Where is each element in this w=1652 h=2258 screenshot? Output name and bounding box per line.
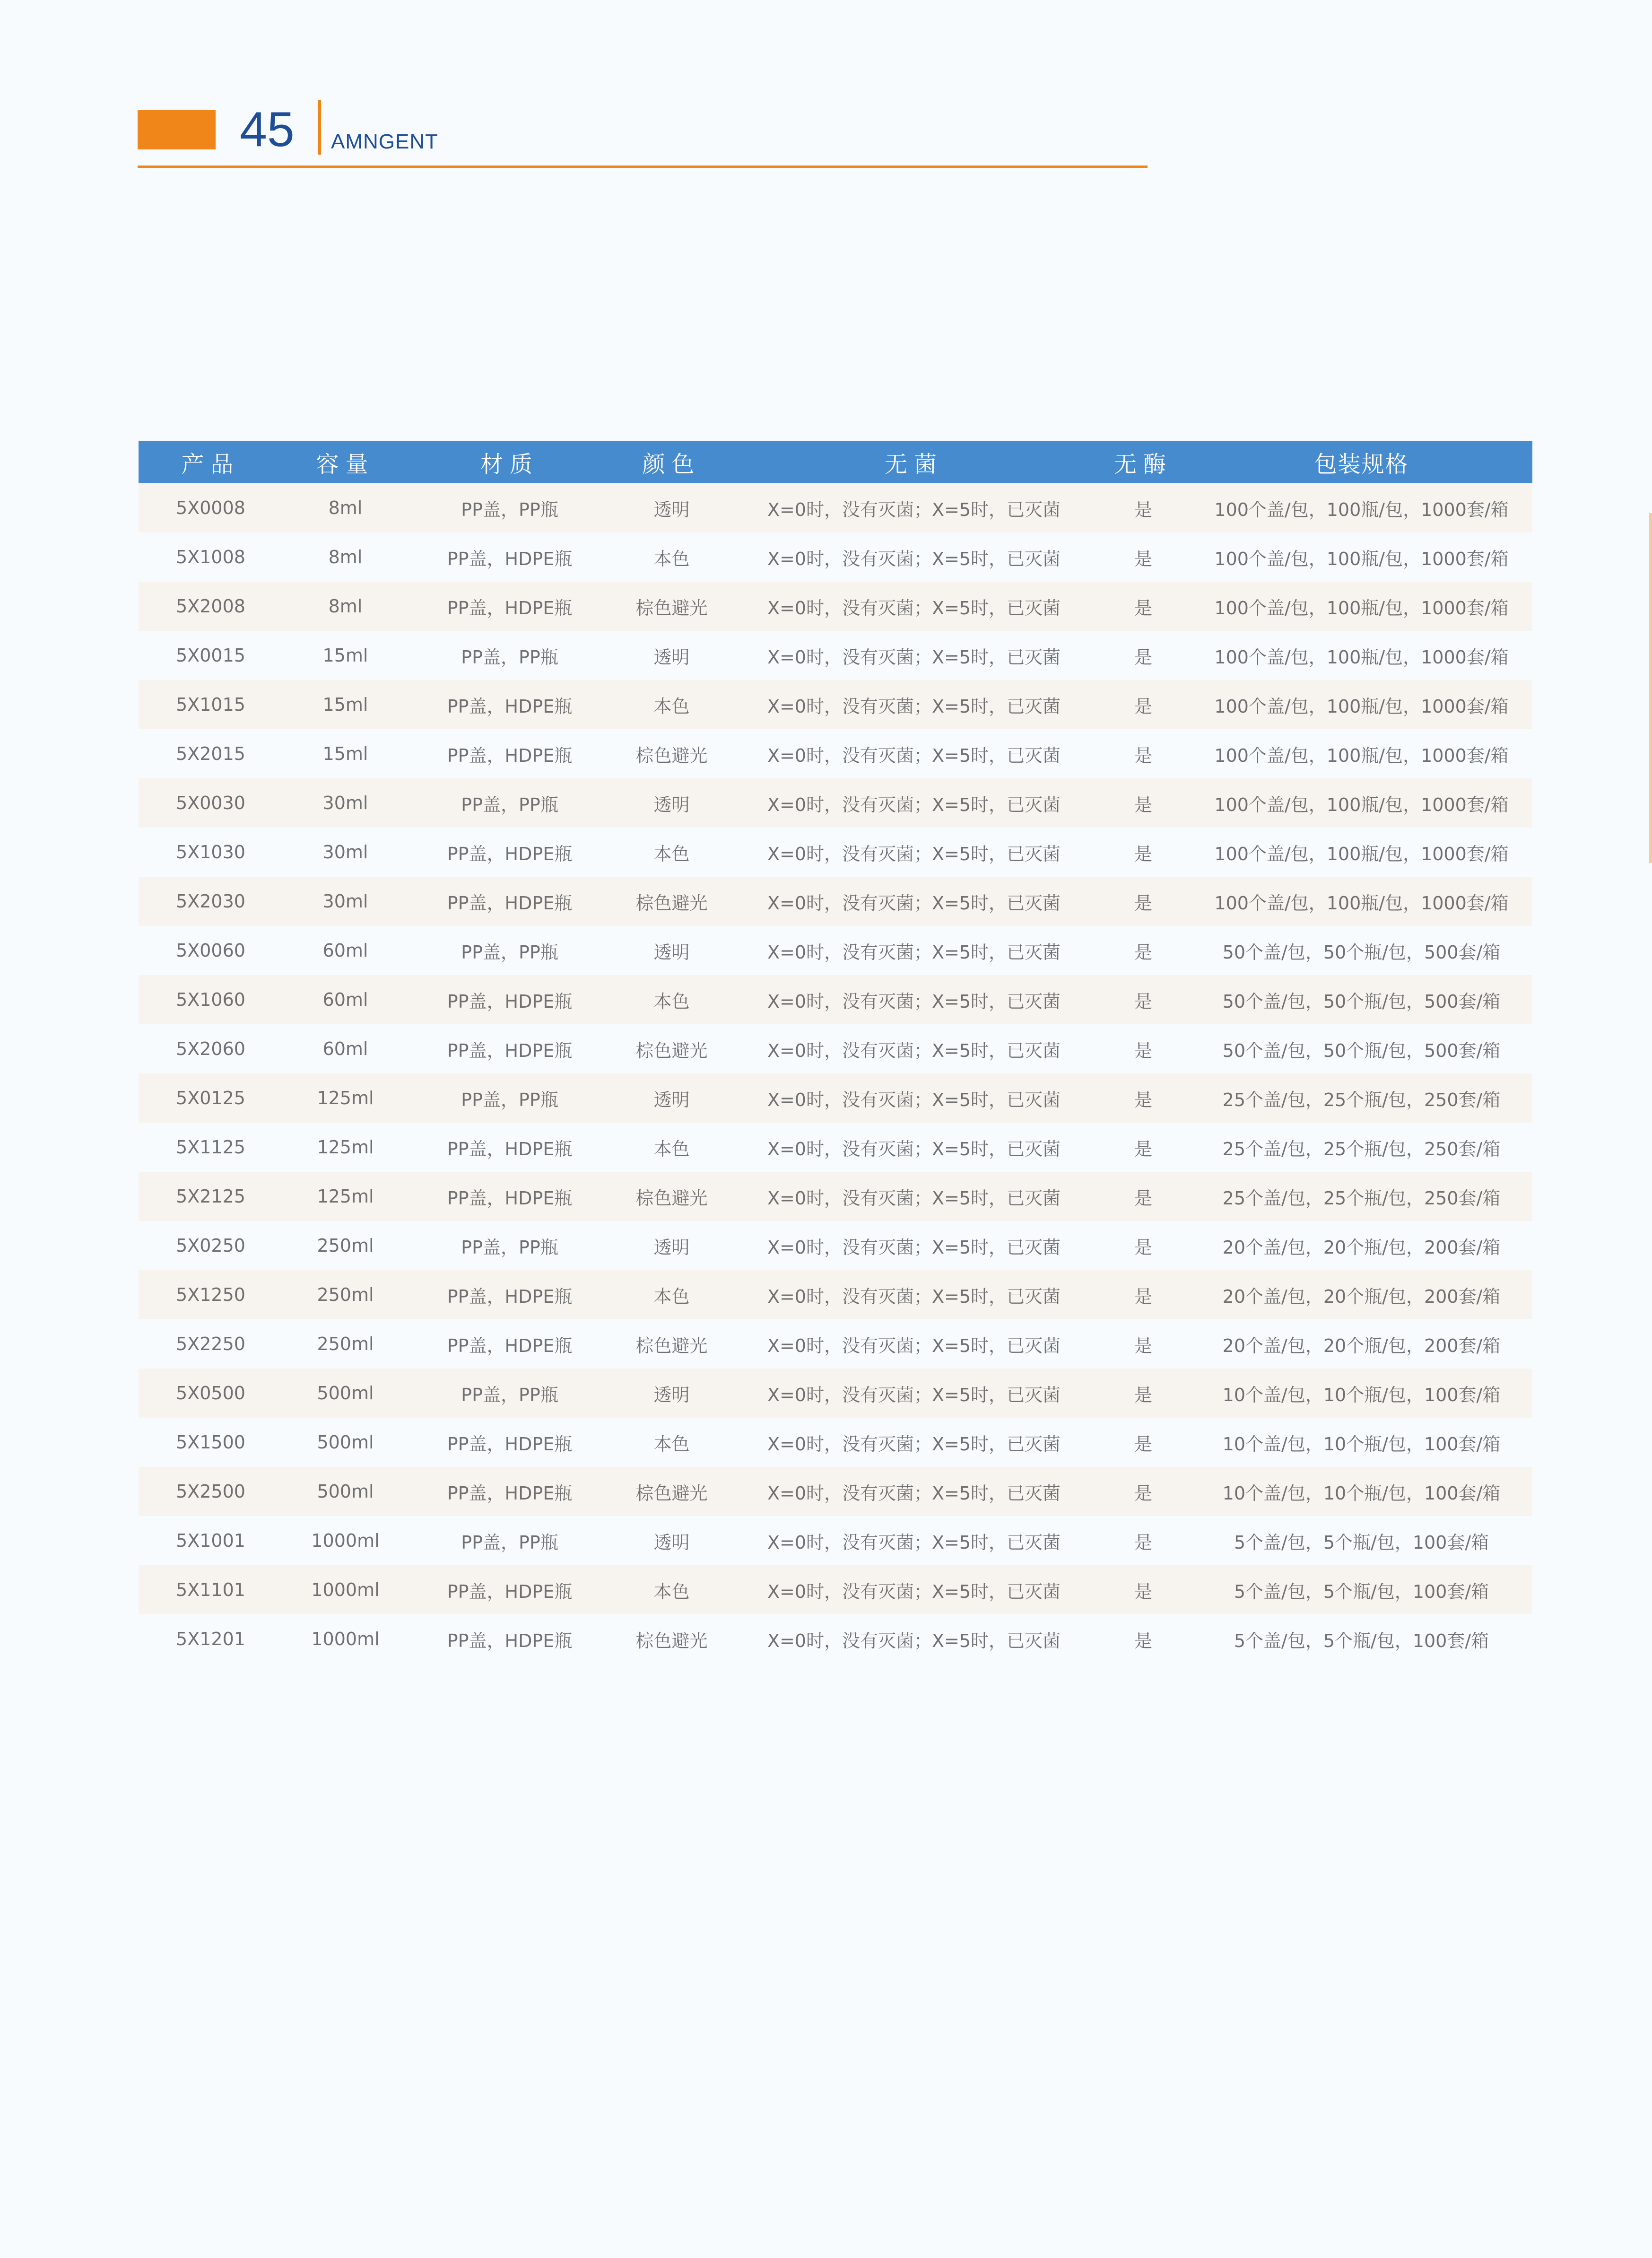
cell-color: 本色 <box>611 975 732 1024</box>
cell-rnase-free: 是 <box>1096 828 1191 877</box>
cell-product: 5X1001 <box>139 1516 283 1565</box>
cell-capacity: 125ml <box>283 1073 408 1123</box>
cell-sterile: X=0时，没有灭菌；X=5时，已灭菌 <box>732 1319 1096 1369</box>
cell-material: PP盖，PP瓶 <box>408 483 611 532</box>
cell-product: 5X0125 <box>139 1073 283 1123</box>
cell-product: 5X0008 <box>139 483 283 532</box>
cell-material: PP盖，HDPE瓶 <box>408 729 611 778</box>
cell-packaging: 100个盖/包，100瓶/包，1000套/箱 <box>1191 680 1532 729</box>
table-row <box>139 532 1532 582</box>
table-row <box>139 1319 1532 1369</box>
table-row <box>139 1123 1532 1172</box>
table-row <box>139 1270 1532 1319</box>
cell-capacity: 60ml <box>283 1024 408 1073</box>
cell-packaging: 25个盖/包，25个瓶/包，250套/箱 <box>1191 1123 1532 1172</box>
cell-capacity: 60ml <box>283 975 408 1024</box>
cell-color: 本色 <box>611 680 732 729</box>
cell-packaging: 50个盖/包，50个瓶/包，500套/箱 <box>1191 975 1532 1024</box>
cell-capacity: 1000ml <box>283 1614 408 1664</box>
cell-rnase-free: 是 <box>1096 1614 1191 1664</box>
cell-color: 透明 <box>611 483 732 532</box>
table-row <box>139 1073 1532 1123</box>
cell-packaging: 100个盖/包，100瓶/包，1000套/箱 <box>1191 532 1532 582</box>
cell-product: 5X1030 <box>139 828 283 877</box>
header-rnase-free: 无酶 <box>1096 441 1191 483</box>
cell-packaging: 100个盖/包，100瓶/包，1000套/箱 <box>1191 631 1532 680</box>
cell-product: 5X0015 <box>139 631 283 680</box>
cell-color: 本色 <box>611 828 732 877</box>
cell-color: 本色 <box>611 1418 732 1467</box>
cell-product: 5X2008 <box>139 582 283 631</box>
cell-capacity: 125ml <box>283 1172 408 1221</box>
cell-product: 5X2060 <box>139 1024 283 1073</box>
cell-rnase-free: 是 <box>1096 778 1191 828</box>
cell-packaging: 100个盖/包，100瓶/包，1000套/箱 <box>1191 582 1532 631</box>
table-row <box>139 1614 1532 1664</box>
cell-material: PP盖，PP瓶 <box>408 631 611 680</box>
cell-packaging: 100个盖/包，100瓶/包，1000套/箱 <box>1191 729 1532 778</box>
cell-material: PP盖，HDPE瓶 <box>408 1418 611 1467</box>
table-row <box>139 1369 1532 1418</box>
cell-rnase-free: 是 <box>1096 483 1191 532</box>
cell-capacity: 500ml <box>283 1418 408 1467</box>
cell-rnase-free: 是 <box>1096 1024 1191 1073</box>
cell-packaging: 20个盖/包，20个瓶/包，200套/箱 <box>1191 1221 1532 1270</box>
cell-capacity: 30ml <box>283 877 408 926</box>
cell-rnase-free: 是 <box>1096 729 1191 778</box>
brand-name: AMNGENT <box>331 130 438 153</box>
cell-material: PP盖，HDPE瓶 <box>408 877 611 926</box>
cell-material: PP盖，HDPE瓶 <box>408 582 611 631</box>
cell-product: 5X0060 <box>139 926 283 975</box>
cell-sterile: X=0时，没有灭菌；X=5时，已灭菌 <box>732 1123 1096 1172</box>
cell-sterile: X=0时，没有灭菌；X=5时，已灭菌 <box>732 729 1096 778</box>
cell-capacity: 500ml <box>283 1369 408 1418</box>
table-row <box>139 1418 1532 1467</box>
table-row <box>139 1565 1532 1614</box>
cell-rnase-free: 是 <box>1096 1073 1191 1123</box>
cell-sterile: X=0时，没有灭菌；X=5时，已灭菌 <box>732 828 1096 877</box>
cell-color: 透明 <box>611 778 732 828</box>
table-row <box>139 1221 1532 1270</box>
table-header-row <box>139 441 1532 483</box>
cell-capacity: 30ml <box>283 778 408 828</box>
cell-material: PP盖，HDPE瓶 <box>408 828 611 877</box>
cell-sterile: X=0时，没有灭菌；X=5时，已灭菌 <box>732 582 1096 631</box>
cell-rnase-free: 是 <box>1096 1172 1191 1221</box>
table-row <box>139 828 1532 877</box>
cell-color: 棕色避光 <box>611 729 732 778</box>
cell-product: 5X2125 <box>139 1172 283 1221</box>
cell-color: 透明 <box>611 1516 732 1565</box>
cell-packaging: 5个盖/包，5个瓶/包，100套/箱 <box>1191 1516 1532 1565</box>
cell-material: PP盖，HDPE瓶 <box>408 1565 611 1614</box>
cell-rnase-free: 是 <box>1096 1270 1191 1319</box>
header-divider <box>318 100 321 155</box>
cell-material: PP盖，PP瓶 <box>408 1221 611 1270</box>
cell-packaging: 10个盖/包，10个瓶/包，100套/箱 <box>1191 1369 1532 1418</box>
cell-material: PP盖，PP瓶 <box>408 1369 611 1418</box>
cell-packaging: 100个盖/包，100瓶/包，1000套/箱 <box>1191 483 1532 532</box>
header-capacity: 容量 <box>283 441 408 483</box>
cell-packaging: 20个盖/包，20个瓶/包，200套/箱 <box>1191 1270 1532 1319</box>
header-product: 产品 <box>139 441 283 483</box>
cell-packaging: 25个盖/包，25个瓶/包，250套/箱 <box>1191 1073 1532 1123</box>
cell-rnase-free: 是 <box>1096 680 1191 729</box>
cell-sterile: X=0时，没有灭菌；X=5时，已灭菌 <box>732 1270 1096 1319</box>
cell-color: 透明 <box>611 1369 732 1418</box>
cell-material: PP盖，PP瓶 <box>408 778 611 828</box>
cell-color: 棕色避光 <box>611 1024 732 1073</box>
cell-capacity: 15ml <box>283 631 408 680</box>
cell-sterile: X=0时，没有灭菌；X=5时，已灭菌 <box>732 1172 1096 1221</box>
cell-rnase-free: 是 <box>1096 532 1191 582</box>
cell-product: 5X1250 <box>139 1270 283 1319</box>
cell-capacity: 250ml <box>283 1270 408 1319</box>
cell-packaging: 25个盖/包，25个瓶/包，250套/箱 <box>1191 1172 1532 1221</box>
page-edge-mark <box>1649 513 1652 863</box>
cell-product: 5X1015 <box>139 680 283 729</box>
cell-color: 透明 <box>611 631 732 680</box>
cell-color: 透明 <box>611 926 732 975</box>
cell-capacity: 8ml <box>283 582 408 631</box>
cell-packaging: 10个盖/包，10个瓶/包，100套/箱 <box>1191 1418 1532 1467</box>
table-row <box>139 1516 1532 1565</box>
cell-rnase-free: 是 <box>1096 877 1191 926</box>
table-row <box>139 1024 1532 1073</box>
cell-sterile: X=0时，没有灭菌；X=5时，已灭菌 <box>732 1516 1096 1565</box>
cell-rnase-free: 是 <box>1096 631 1191 680</box>
table-row <box>139 1172 1532 1221</box>
cell-rnase-free: 是 <box>1096 1123 1191 1172</box>
header-rule <box>138 166 1148 168</box>
cell-packaging: 10个盖/包，10个瓶/包，100套/箱 <box>1191 1467 1532 1516</box>
cell-material: PP盖，HDPE瓶 <box>408 1467 611 1516</box>
table-row <box>139 1467 1532 1516</box>
cell-sterile: X=0时，没有灭菌；X=5时，已灭菌 <box>732 778 1096 828</box>
cell-sterile: X=0时，没有灭菌；X=5时，已灭菌 <box>732 1221 1096 1270</box>
cell-capacity: 1000ml <box>283 1565 408 1614</box>
cell-color: 本色 <box>611 532 732 582</box>
cell-capacity: 8ml <box>283 532 408 582</box>
cell-material: PP盖，HDPE瓶 <box>408 1123 611 1172</box>
cell-sterile: X=0时，没有灭菌；X=5时，已灭菌 <box>732 975 1096 1024</box>
product-spec-table <box>139 441 1532 1664</box>
table-row <box>139 729 1532 778</box>
cell-packaging: 50个盖/包，50个瓶/包，500套/箱 <box>1191 1024 1532 1073</box>
cell-rnase-free: 是 <box>1096 582 1191 631</box>
cell-color: 棕色避光 <box>611 1319 732 1369</box>
cell-rnase-free: 是 <box>1096 1418 1191 1467</box>
cell-material: PP盖，HDPE瓶 <box>408 532 611 582</box>
cell-capacity: 15ml <box>283 680 408 729</box>
cell-sterile: X=0时，没有灭菌；X=5时，已灭菌 <box>732 1418 1096 1467</box>
cell-material: PP盖，HDPE瓶 <box>408 1024 611 1073</box>
header-material: 材质 <box>408 441 611 483</box>
cell-product: 5X1201 <box>139 1614 283 1664</box>
cell-product: 5X0250 <box>139 1221 283 1270</box>
cell-color: 本色 <box>611 1123 732 1172</box>
cell-material: PP盖，HDPE瓶 <box>408 1172 611 1221</box>
cell-material: PP盖，PP瓶 <box>408 1516 611 1565</box>
cell-packaging: 50个盖/包，50个瓶/包，500套/箱 <box>1191 926 1532 975</box>
cell-material: PP盖，PP瓶 <box>408 1073 611 1123</box>
cell-capacity: 250ml <box>283 1221 408 1270</box>
table-row <box>139 877 1532 926</box>
cell-sterile: X=0时，没有灭菌；X=5时，已灭菌 <box>732 680 1096 729</box>
cell-packaging: 5个盖/包，5个瓶/包，100套/箱 <box>1191 1614 1532 1664</box>
cell-product: 5X0030 <box>139 778 283 828</box>
cell-capacity: 250ml <box>283 1319 408 1369</box>
cell-capacity: 1000ml <box>283 1516 408 1565</box>
cell-color: 棕色避光 <box>611 1467 732 1516</box>
header-packaging: 包装规格 <box>1191 441 1532 483</box>
cell-product: 5X0500 <box>139 1369 283 1418</box>
cell-sterile: X=0时，没有灭菌；X=5时，已灭菌 <box>732 1369 1096 1418</box>
cell-material: PP盖，PP瓶 <box>408 926 611 975</box>
cell-product: 5X1125 <box>139 1123 283 1172</box>
cell-product: 5X1500 <box>139 1418 283 1467</box>
cell-color: 本色 <box>611 1270 732 1319</box>
cell-packaging: 100个盖/包，100瓶/包，1000套/箱 <box>1191 877 1532 926</box>
cell-sterile: X=0时，没有灭菌；X=5时，已灭菌 <box>732 926 1096 975</box>
cell-color: 棕色避光 <box>611 1172 732 1221</box>
table-row <box>139 483 1532 532</box>
cell-sterile: X=0时，没有灭菌；X=5时，已灭菌 <box>732 877 1096 926</box>
cell-capacity: 125ml <box>283 1123 408 1172</box>
cell-sterile: X=0时，没有灭菌；X=5时，已灭菌 <box>732 631 1096 680</box>
cell-sterile: X=0时，没有灭菌；X=5时，已灭菌 <box>732 1467 1096 1516</box>
cell-color: 棕色避光 <box>611 877 732 926</box>
cell-product: 5X2015 <box>139 729 283 778</box>
cell-rnase-free: 是 <box>1096 975 1191 1024</box>
cell-sterile: X=0时，没有灭菌；X=5时，已灭菌 <box>732 1073 1096 1123</box>
table-row <box>139 680 1532 729</box>
cell-rnase-free: 是 <box>1096 1221 1191 1270</box>
cell-capacity: 30ml <box>283 828 408 877</box>
cell-rnase-free: 是 <box>1096 1516 1191 1565</box>
cell-product: 5X2030 <box>139 877 283 926</box>
cell-packaging: 20个盖/包，20个瓶/包，200套/箱 <box>1191 1319 1532 1369</box>
cell-color: 透明 <box>611 1073 732 1123</box>
cell-sterile: X=0时，没有灭菌；X=5时，已灭菌 <box>732 1614 1096 1664</box>
cell-sterile: X=0时，没有灭菌；X=5时，已灭菌 <box>732 483 1096 532</box>
cell-rnase-free: 是 <box>1096 1319 1191 1369</box>
cell-color: 本色 <box>611 1565 732 1614</box>
cell-product: 5X1008 <box>139 532 283 582</box>
cell-material: PP盖，HDPE瓶 <box>408 1319 611 1369</box>
cell-packaging: 5个盖/包，5个瓶/包，100套/箱 <box>1191 1565 1532 1614</box>
cell-color: 棕色避光 <box>611 582 732 631</box>
cell-rnase-free: 是 <box>1096 1369 1191 1418</box>
cell-product: 5X1060 <box>139 975 283 1024</box>
cell-packaging: 100个盖/包，100瓶/包，1000套/箱 <box>1191 828 1532 877</box>
table-row <box>139 926 1532 975</box>
page-number: 45 <box>240 102 295 157</box>
cell-material: PP盖，HDPE瓶 <box>408 1614 611 1664</box>
cell-rnase-free: 是 <box>1096 1467 1191 1516</box>
table-row <box>139 631 1532 680</box>
cell-product: 5X2250 <box>139 1319 283 1369</box>
cell-capacity: 60ml <box>283 926 408 975</box>
cell-color: 棕色避光 <box>611 1614 732 1664</box>
cell-material: PP盖，HDPE瓶 <box>408 680 611 729</box>
cell-color: 透明 <box>611 1221 732 1270</box>
cell-rnase-free: 是 <box>1096 926 1191 975</box>
cell-sterile: X=0时，没有灭菌；X=5时，已灭菌 <box>732 532 1096 582</box>
header-accent-block <box>138 110 216 149</box>
table-row <box>139 582 1532 631</box>
cell-sterile: X=0时，没有灭菌；X=5时，已灭菌 <box>732 1024 1096 1073</box>
cell-capacity: 15ml <box>283 729 408 778</box>
cell-capacity: 8ml <box>283 483 408 532</box>
cell-material: PP盖，HDPE瓶 <box>408 1270 611 1319</box>
cell-product: 5X2500 <box>139 1467 283 1516</box>
cell-capacity: 500ml <box>283 1467 408 1516</box>
cell-product: 5X1101 <box>139 1565 283 1614</box>
table-row <box>139 778 1532 828</box>
table-row <box>139 975 1532 1024</box>
header-sterile: 无菌 <box>732 441 1096 483</box>
cell-material: PP盖，HDPE瓶 <box>408 975 611 1024</box>
cell-rnase-free: 是 <box>1096 1565 1191 1614</box>
cell-sterile: X=0时，没有灭菌；X=5时，已灭菌 <box>732 1565 1096 1614</box>
cell-packaging: 100个盖/包，100瓶/包，1000套/箱 <box>1191 778 1532 828</box>
header-color: 颜色 <box>611 441 732 483</box>
